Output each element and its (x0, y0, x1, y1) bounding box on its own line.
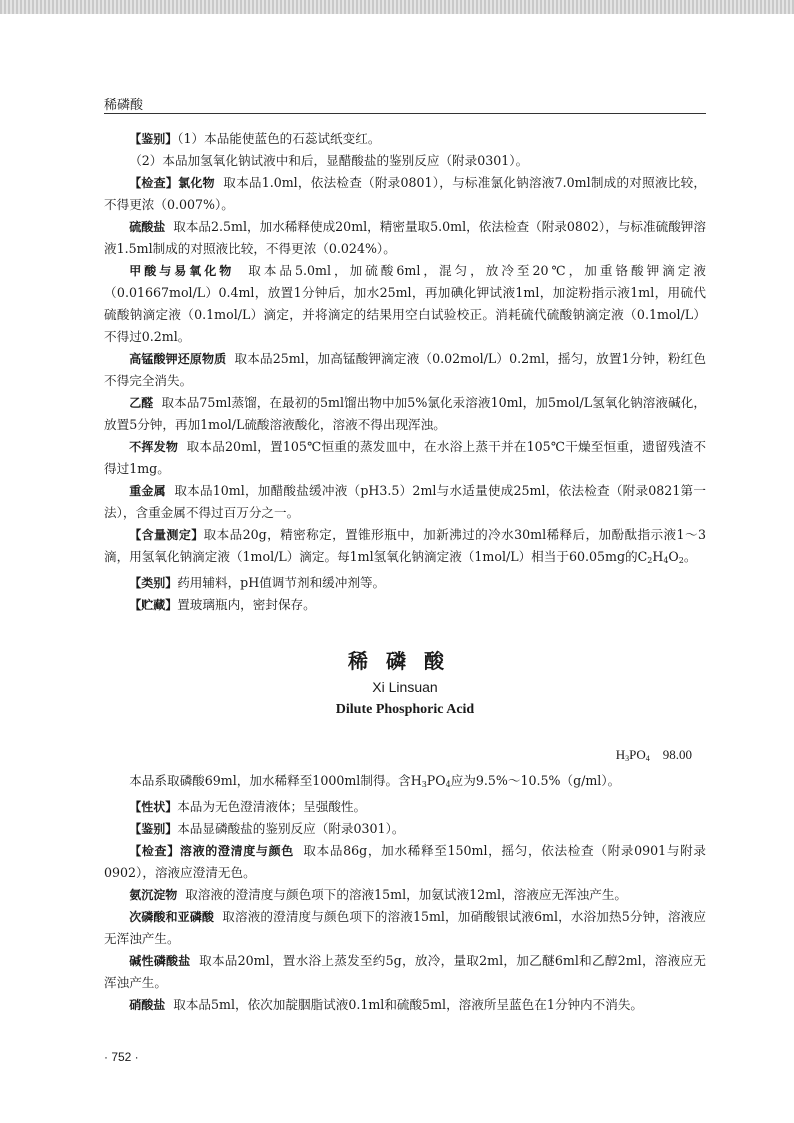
running-header: 稀磷酸 (104, 98, 144, 113)
molecular-weight: 98.00 (662, 747, 692, 762)
check-alkaline-phosphate: 碱性磷酸盐 取本品20ml，置水浴上蒸发至约5g，放冷，量取2ml，加乙醚6ml和乙醇2ml，溶液应无浑浊产生。 (104, 953, 706, 990)
monograph-title-pinyin: Xi Linsuan (372, 679, 438, 695)
check-sulfate: 硫酸盐 取本品2.5ml，加水稀释使成20ml，精密量取5.0ml，依法检查（附录0802），与标准硫酸钾溶液1.5ml制成的对照液比较，不得更浓（0.024%）。 (104, 219, 706, 256)
check-acetaldehyde: 乙醛 取本品75ml蒸馏，在最初的5ml馏出物中加5%氯化汞溶液10ml，加5mol/L氢氧化钠溶液碱化，放置5分钟，再加1mol/L硫酸溶液酸化，溶液不得出现浑浊。 (104, 395, 706, 432)
check-nitrate: 硝酸盐 取本品5ml，依次加靛胭脂试液0.1ml和硫酸5ml，溶液所呈蓝色在1分钟内不消失。 (129, 997, 644, 1012)
check-kmno4: 高锰酸钾还原物质 取本品25ml，加高锰酸钾滴定液（0.02mol/L）0.2ml，摇匀，放置1分钟，粉红色不得完全消失。 (104, 351, 706, 388)
check-heavy-metal: 重金属 取本品10ml，加醋酸盐缓冲液（pH3.5）2ml与水适量使成25ml，依法检查（附录0821第一法），含重金属不得过百万分之一。 (104, 483, 706, 520)
monograph-title-en: Dilute Phosphoric Acid (335, 702, 475, 717)
identification-2: （2）本品加氢氧化钠试液中和后，显醋酸盐的鉴别反应（附录0301）。 (129, 153, 529, 168)
identification-1: 【鉴别】（1）本品能使蓝色的石蕊试纸变红。 (129, 131, 381, 146)
page-body (104, 128, 706, 1016)
check-chloride: 【检查】氯化物 取本品1.0ml，依法检查（附录0801），与标准氯化钠溶液7.0ml制成的对照液比较，不得更浓（0.007%）。 (104, 175, 706, 212)
check-nonvolatile: 不挥发物 取本品20ml，置105℃恒重的蒸发皿中，在水浴上蒸干并在105℃干燥至恒重，遗留残渣不得过1mg。 (104, 439, 706, 476)
intro: 本品系取磷酸69ml，加水稀释至1000ml制得。含$H_3PO_4$应为9.5%～10.5%（g/ml）。 (129, 773, 621, 789)
header-rule (104, 113, 706, 114)
assay: 【含量测定】取本品20g，精密称定，置锥形瓶中，加新沸过的冷水30ml稀释后，加酚酞指示液1～3滴，用氢氧化钠滴定液（1mol/L）滴定。每1ml氢氧化钠滴定液（1mol/L）相当于60.05mg的$C_2H_4O_2$。 (104, 527, 706, 565)
storage: 【贮藏】置玻璃瓶内，密封保存。 (129, 597, 316, 612)
properties: 【性状】本品为无色澄清液体；呈强酸性。 (129, 799, 367, 814)
molecular-formula: $H_3PO_4$ 98.00 (615, 747, 692, 763)
scan-edge-strip (0, 0, 794, 14)
check-formic: 甲酸与易氧化物 取本品5.0ml，加硫酸6ml，混匀，放冷至20℃，加重铬酸钾滴定液（0.01667mol/L）0.4ml，放置1分钟后，加水25ml，再加碘化钾试液1ml，加淀粉指示液1ml，用硫代硫酸钠滴定液（0.1mol/L）滴定，并将滴定的结果用空白试验校正。消耗硫代硫酸钠滴定液（0.1mol/L）不得过0.2ml。 (104, 263, 706, 344)
monograph-title-cn: 稀磷酸 (348, 649, 462, 673)
category: 【类别】药用辅料，pH值调节剂和缓冲剂等。 (129, 575, 386, 590)
identification: 【鉴别】本品显磷酸盐的鉴别反应（附录0301）。 (129, 821, 405, 836)
check-clarity: 【检查】溶液的澄清度与颜色 取本品86g，加水稀释至150ml，摇匀，依法检查（附录0901与附录0902），溶液应澄清无色。 (104, 843, 706, 880)
check-hypophosphorous: 次磷酸和亚磷酸 取溶液的澄清度与颜色项下的溶液15ml，加硝酸银试液6ml，水浴加热5分钟，溶液应无浑浊产生。 (104, 909, 706, 946)
section-label: 【鉴别】 (129, 132, 178, 146)
check-ammonia: 氨沉淀物 取溶液的澄清度与颜色项下的溶液15ml，加氨试液12ml，溶液应无浑浊产生。 (129, 887, 628, 902)
page-number: · 752 · (104, 1050, 139, 1064)
